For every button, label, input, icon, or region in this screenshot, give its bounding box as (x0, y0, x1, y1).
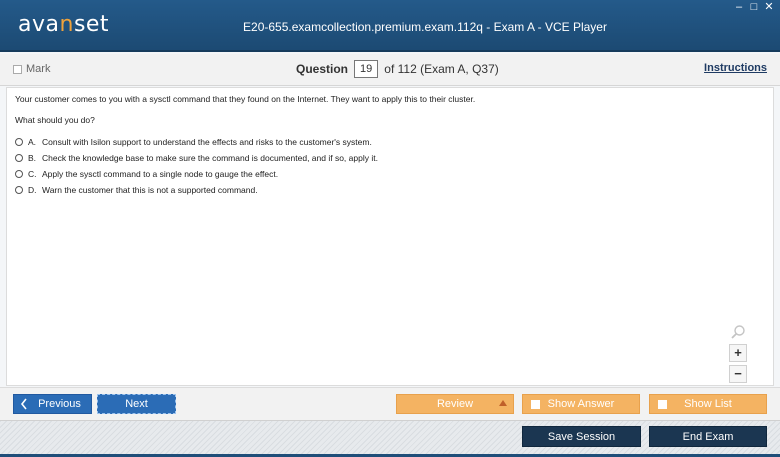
chevron-left-icon (20, 398, 28, 410)
question-indicator (296, 60, 499, 78)
option-text: Warn the customer that this is not a supported command. (42, 185, 258, 195)
minimize-icon[interactable]: – (735, 1, 743, 13)
option-b[interactable] (15, 150, 378, 166)
close-icon[interactable]: ✕ (764, 1, 774, 13)
radio-icon[interactable] (15, 154, 23, 162)
logo-text-rest: set (73, 12, 110, 37)
window-controls (734, 2, 774, 13)
next-button[interactable] (97, 394, 176, 414)
radio-icon[interactable] (15, 170, 23, 178)
option-letter: A. (28, 137, 37, 147)
logo-text-accent: n (59, 12, 74, 37)
end-exam-button[interactable]: End Exam (649, 426, 767, 447)
option-c[interactable] (15, 166, 378, 182)
question-content (6, 87, 774, 386)
question-of-text: of 112 (Exam A, Q37) (384, 62, 499, 76)
show-answer-button[interactable] (522, 394, 640, 414)
window-title: E20-655.examcollection.premium.exam.112q - Exam A - VCE Player (243, 20, 607, 34)
option-letter: C. (28, 169, 37, 179)
question-ask: What should you do? (15, 115, 95, 125)
answer-options (15, 134, 378, 198)
checkbox-icon[interactable] (531, 400, 540, 409)
previous-button[interactable] (13, 394, 92, 414)
bottom-bar (0, 420, 780, 457)
question-header (0, 54, 780, 86)
zoom-controls (728, 324, 748, 386)
option-d[interactable] (15, 182, 378, 198)
option-letter: D. (28, 185, 37, 195)
option-a[interactable] (15, 134, 378, 150)
logo-text-main: ava (18, 12, 60, 37)
option-text: Apply the sysctl command to a single node to gauge the effect. (42, 169, 279, 179)
previous-label: Previous (38, 398, 81, 410)
question-number-box[interactable]: 19 (354, 60, 378, 78)
mark-checkbox[interactable] (13, 63, 50, 75)
triangle-up-icon (499, 400, 507, 406)
show-answer-label: Show Answer (547, 398, 615, 410)
instructions-link[interactable]: Instructions (704, 62, 767, 74)
option-text: Check the knowledge base to make sure the command is documented, and if so, apply it. (42, 153, 378, 163)
title-bar (0, 0, 780, 52)
review-label: Review (436, 398, 474, 410)
magnifier-icon (730, 324, 746, 340)
question-text: Your customer comes to you with a sysctl command that they found on the Internet. They want to apply this to their cluster. (15, 94, 476, 104)
radio-icon[interactable] (15, 186, 23, 194)
review-button[interactable] (396, 394, 514, 414)
checkbox-icon[interactable] (658, 400, 667, 409)
navigation-bar (0, 387, 780, 420)
mark-label: Mark (26, 63, 51, 75)
show-list-button[interactable] (649, 394, 767, 414)
zoom-in-button[interactable]: + (729, 344, 747, 362)
next-label: Next (125, 398, 148, 410)
show-list-label: Show List (684, 398, 732, 410)
zoom-out-button[interactable]: − (729, 365, 747, 383)
save-session-button[interactable]: Save Session (522, 426, 641, 447)
checkbox-icon[interactable] (13, 65, 22, 74)
radio-icon[interactable] (15, 138, 23, 146)
maximize-icon[interactable]: □ (750, 1, 758, 13)
option-text: Consult with Isilon support to understand the effects and risks to the customer's system. (42, 137, 372, 147)
option-letter: B. (28, 153, 37, 163)
question-label: Question (296, 62, 349, 76)
